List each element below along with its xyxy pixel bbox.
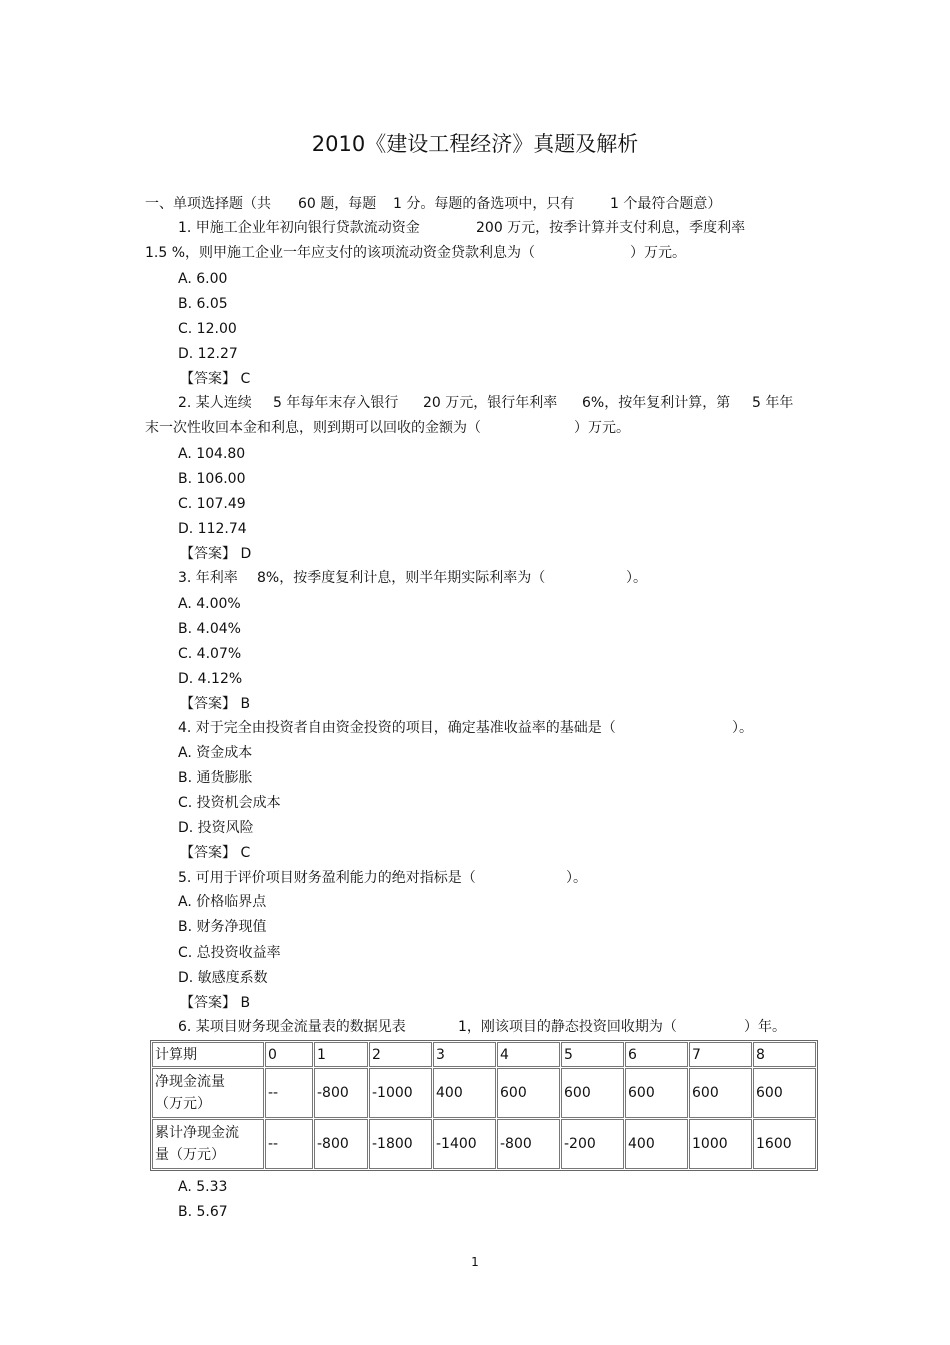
q4-option-a: A. 资金成本 xyxy=(178,745,253,761)
page-title: 2010《建设工程经济》真题及解析 xyxy=(311,132,639,156)
table-cell: -- xyxy=(265,1068,313,1118)
q5-option-d: D. 敏感度系数 xyxy=(178,970,268,986)
table-header-cell: 3 xyxy=(433,1042,496,1067)
section-prefix: 一、单项选择题（共 xyxy=(145,196,271,212)
table-header-cell: 计算期 xyxy=(152,1042,264,1067)
page-number: 1 xyxy=(471,1255,479,1269)
q2-line2-a: 末一次性收回本金和利息，则到期可以回收的金额为（ xyxy=(145,420,481,436)
q4-part1: 4. 对于完全由投资者自由资金投资的项目，确定基准收益率的基础是（ xyxy=(178,720,616,736)
q1-option-b: B. 6.05 xyxy=(178,296,228,312)
q1-line2-b: ）万元。 xyxy=(630,245,686,261)
table-row-label xyxy=(152,1068,264,1118)
q6-part3: ）年。 xyxy=(744,1019,786,1035)
q2-option-d: D. 112.74 xyxy=(178,521,247,537)
q2-part4: 6%，按年复利计算，第 xyxy=(582,395,731,411)
table-cell: 600 xyxy=(561,1068,624,1118)
q2-part3: 20 万元，银行年利率 xyxy=(423,395,558,411)
table-header-cell: 4 xyxy=(497,1042,560,1067)
q5-part1: 5. 可用于评价项目财务盈利能力的绝对指标是（ xyxy=(178,870,476,886)
cash-flow-table xyxy=(150,1040,818,1171)
q3-answer: 【答案】 B xyxy=(180,696,251,712)
q3-option-d: D. 4.12% xyxy=(178,671,243,687)
table-row-label xyxy=(152,1119,264,1169)
table-cell: -800 xyxy=(314,1068,368,1118)
table-cell: 1600 xyxy=(753,1119,816,1169)
q6-option-a: A. 5.33 xyxy=(178,1179,228,1195)
q3-part2: 8%，按季度复利计息，则半年期实际利率为（ xyxy=(257,570,546,586)
q5-option-c: C. 总投资收益率 xyxy=(178,945,281,961)
q1-line2-a: 1.5 %，则甲施工企业一年应支付的该项流动资金贷款利息为（ xyxy=(145,245,536,261)
q4-option-c: C. 投资机会成本 xyxy=(178,795,281,811)
q1-option-a: A. 6.00 xyxy=(178,271,228,287)
q2-part2: 5 年每年末存入银行 xyxy=(273,395,399,411)
q5-option-b: B. 财务净现值 xyxy=(178,919,267,935)
table-cell: 600 xyxy=(753,1068,816,1118)
table-cell: 400 xyxy=(433,1068,496,1118)
table-row xyxy=(152,1119,816,1169)
q2-part5: 5 年年 xyxy=(752,395,794,411)
table-row xyxy=(152,1068,816,1118)
table-header-cell: 0 xyxy=(265,1042,313,1067)
table-cell: 400 xyxy=(625,1119,688,1169)
section-tail: 1 个最符合题意） xyxy=(610,196,722,212)
q2-option-b: B. 106.00 xyxy=(178,471,246,487)
q3-option-c: C. 4.07% xyxy=(178,646,242,662)
q1-line1-a: 1. 甲施工企业年初向银行贷款流动资金 xyxy=(178,220,420,236)
table-cell: 600 xyxy=(497,1068,560,1118)
q4-part2: ）。 xyxy=(732,720,753,736)
table-header-cell: 6 xyxy=(625,1042,688,1067)
table-cell: -800 xyxy=(314,1119,368,1169)
q1-answer: 【答案】 C xyxy=(180,371,251,387)
q3-option-a: A. 4.00% xyxy=(178,596,241,612)
q2-line2-b: ）万元。 xyxy=(574,420,630,436)
table-header-row xyxy=(152,1042,816,1067)
section-count: 60 题，每题 xyxy=(298,196,377,212)
row-label-line: 净现金流量 xyxy=(155,1074,225,1090)
q4-option-b: B. 通货膨胀 xyxy=(178,770,253,786)
table-cell: 600 xyxy=(625,1068,688,1118)
table-cell: -1800 xyxy=(369,1119,432,1169)
q1-line1-b: 200 万元，按季计算并支付利息，季度利率 xyxy=(476,220,746,236)
table-cell: 600 xyxy=(689,1068,752,1118)
q3-part1: 3. 年利率 xyxy=(178,570,238,586)
table-cell: -200 xyxy=(561,1119,624,1169)
q2-option-a: A. 104.80 xyxy=(178,446,246,462)
table-cell: -800 xyxy=(497,1119,560,1169)
table-header-cell: 2 xyxy=(369,1042,432,1067)
q6-part1: 6. 某项目财务现金流量表的数据见表 xyxy=(178,1019,406,1035)
q4-option-d: D. 投资风险 xyxy=(178,820,254,836)
q6-part2: 1，刚该项目的静态投资回收期为（ xyxy=(458,1019,677,1035)
row-label-line: 量（万元） xyxy=(155,1147,225,1163)
q1-option-d: D. 12.27 xyxy=(178,346,238,362)
table-header-cell: 1 xyxy=(314,1042,368,1067)
q6-option-b: B. 5.67 xyxy=(178,1204,228,1220)
q5-answer: 【答案】 B xyxy=(180,995,251,1011)
q3-option-b: B. 4.04% xyxy=(178,621,241,637)
q2-part1: 2. 某人连续 xyxy=(178,395,252,411)
table-cell: -1400 xyxy=(433,1119,496,1169)
q4-answer: 【答案】 C xyxy=(180,845,251,861)
table-header-cell: 5 xyxy=(561,1042,624,1067)
row-label-line: （万元） xyxy=(155,1096,211,1112)
q2-option-c: C. 107.49 xyxy=(178,496,246,512)
table-cell: -1000 xyxy=(369,1068,432,1118)
section-score: 1 分。每题的备选项中，只有 xyxy=(393,196,575,212)
table-header-cell: 8 xyxy=(753,1042,816,1067)
q5-option-a: A. 价格临界点 xyxy=(178,894,267,910)
table-cell: -- xyxy=(265,1119,313,1169)
q3-part3: ）。 xyxy=(626,570,647,586)
table-header-cell: 7 xyxy=(689,1042,752,1067)
table-cell: 1000 xyxy=(689,1119,752,1169)
row-label-line: 累计净现金流 xyxy=(155,1125,239,1141)
q2-answer: 【答案】 D xyxy=(180,546,252,562)
q1-option-c: C. 12.00 xyxy=(178,321,237,337)
q5-part2: ）。 xyxy=(566,870,587,886)
